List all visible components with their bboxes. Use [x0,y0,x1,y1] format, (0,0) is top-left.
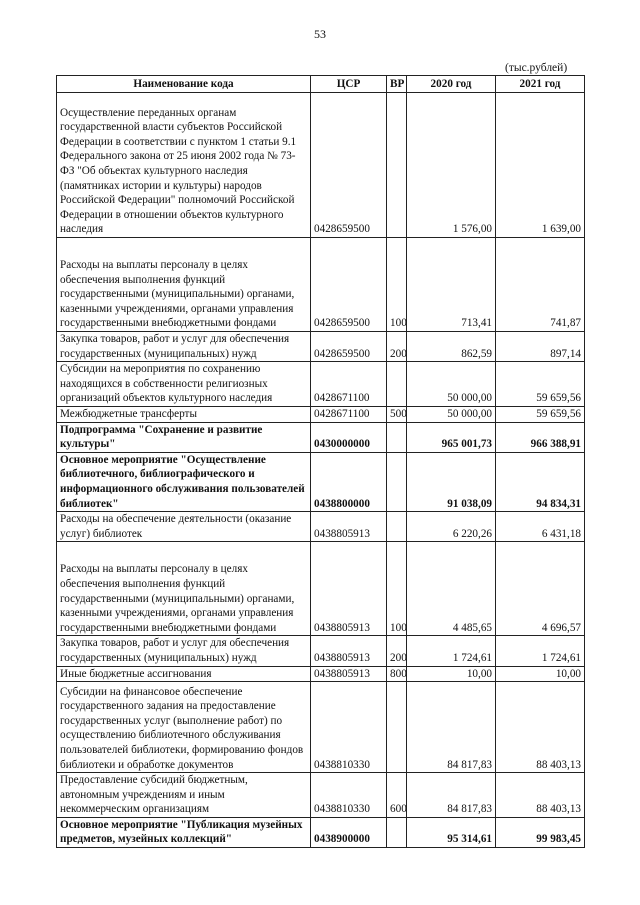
row-value-2021: 897,14 [496,332,585,362]
row-name: Иные бюджетные ассигнования [57,666,311,682]
row-value-2020: 4 485,65 [407,542,496,636]
header-2020: 2020 год [407,76,496,93]
row-csr: 0428659500 [311,238,387,332]
row-csr: 0428659500 [311,332,387,362]
row-vr [387,362,407,407]
row-value-2021: 88 403,13 [496,773,585,818]
row-name: Субсидии на финансовое обеспечение государственного задания на предоставление государственных услуг (выполнение работ) по осуществлению библиотечного обслуживания пользователей библиотеки, формированию фондов библиотеки и обработке документов [57,682,311,773]
row-value-2021: 88 403,13 [496,682,585,773]
row-value-2020: 6 220,26 [407,512,496,542]
row-name: Закупка товаров, работ и услуг для обеспечения государственных (муниципальных) нужд [57,332,311,362]
row-value-2020: 965 001,73 [407,422,496,452]
row-value-2020: 862,59 [407,332,496,362]
budget-table [56,75,585,848]
row-value-2021: 59 659,56 [496,362,585,407]
row-value-2021: 10,00 [496,666,585,682]
row-name: Межбюджетные трансферты [57,406,311,422]
row-name: Расходы на выплаты персоналу в целях обеспечения выполнения функций государственными (муниципальными) органами, казенными учреждениями, органами управления государственными внебюджетными фондами [57,542,311,636]
row-name: Закупка товаров, работ и услуг для обеспечения государственных (муниципальных) нужд [57,636,311,666]
row-vr: 600 [387,773,407,818]
row-value-2020: 95 314,61 [407,817,496,847]
row-value-2020: 10,00 [407,666,496,682]
table-row [57,512,585,542]
row-vr [387,93,407,238]
row-csr: 0428671100 [311,406,387,422]
header-2021: 2021 год [496,76,585,93]
row-csr: 0438810330 [311,682,387,773]
units-label: (тыс.рублей) [505,62,568,74]
row-csr: 0438800000 [311,452,387,511]
row-vr [387,422,407,452]
page-number: 53 [314,27,326,41]
table-row [57,362,585,407]
table-row [57,93,585,238]
table-row [57,238,585,332]
row-value-2021: 1 724,61 [496,636,585,666]
row-csr: 0438805913 [311,636,387,666]
row-name: Расходы на обеспечение деятельности (оказание услуг) библиотек [57,512,311,542]
row-vr: 200 [387,332,407,362]
row-value-2020: 713,41 [407,238,496,332]
row-name: Основное мероприятие "Осуществление библиотечного, библиографического и информационного обслуживания пользователей библиотек" [57,452,311,511]
row-name: Предоставление субсидий бюджетным, автономным учреждениям и иным некоммерческим организациям [57,773,311,818]
row-vr [387,682,407,773]
header-name: Наименование кода [57,76,311,93]
row-value-2021: 99 983,45 [496,817,585,847]
row-csr: 0438805913 [311,666,387,682]
row-csr: 0428659500 [311,93,387,238]
table-row [57,682,585,773]
row-name: Субсидии на мероприятия по сохранению находящихся в собственности религиозных организаций объектов культурного наследия [57,362,311,407]
row-value-2021: 1 639,00 [496,93,585,238]
table-header-row [57,76,585,93]
table-row [57,817,585,847]
table-row [57,452,585,511]
row-value-2021: 4 696,57 [496,542,585,636]
row-value-2021: 966 388,91 [496,422,585,452]
header-csr: ЦСР [311,76,387,93]
row-vr: 800 [387,666,407,682]
header-vr: ВР [387,76,407,93]
row-csr: 0428671100 [311,362,387,407]
row-value-2020: 50 000,00 [407,362,496,407]
row-vr [387,452,407,511]
row-csr: 0438805913 [311,542,387,636]
table-row [57,332,585,362]
row-csr: 0438805913 [311,512,387,542]
row-value-2020: 84 817,83 [407,682,496,773]
row-name: Основное мероприятие "Публикация музейных предметов, музейных коллекций" [57,817,311,847]
row-name: Осуществление переданных органам государственной власти субъектов Российской Федерации в соответствии с пунктом 1 статьи 9.1 Федерального закона от 25 июня 2002 года № 73-ФЗ "Об объектах культурного наследия (памятниках истории и культуры) народов Российской Федерации" полномочий Российской Федерации в отношении объектов культурного наследия [57,93,311,238]
row-value-2021: 94 834,31 [496,452,585,511]
row-vr: 500 [387,406,407,422]
row-name: Расходы на выплаты персоналу в целях обеспечения выполнения функций государственными (муниципальными) органами, казенными учреждениями, органами управления государственными внебюджетными фондами [57,238,311,332]
row-csr: 0430000000 [311,422,387,452]
row-csr: 0438810330 [311,773,387,818]
table-row [57,542,585,636]
row-csr: 0438900000 [311,817,387,847]
row-value-2020: 91 038,09 [407,452,496,511]
table-row [57,666,585,682]
row-vr: 100 [387,542,407,636]
row-value-2020: 1 576,00 [407,93,496,238]
row-vr [387,817,407,847]
row-vr [387,512,407,542]
row-value-2021: 6 431,18 [496,512,585,542]
row-vr: 100 [387,238,407,332]
row-name: Подпрограмма "Сохранение и развитие культуры" [57,422,311,452]
row-vr: 200 [387,636,407,666]
row-value-2020: 1 724,61 [407,636,496,666]
table-row [57,406,585,422]
row-value-2021: 741,87 [496,238,585,332]
table-row [57,422,585,452]
table-row [57,636,585,666]
row-value-2020: 84 817,83 [407,773,496,818]
table-row [57,773,585,818]
row-value-2021: 59 659,56 [496,406,585,422]
row-value-2020: 50 000,00 [407,406,496,422]
